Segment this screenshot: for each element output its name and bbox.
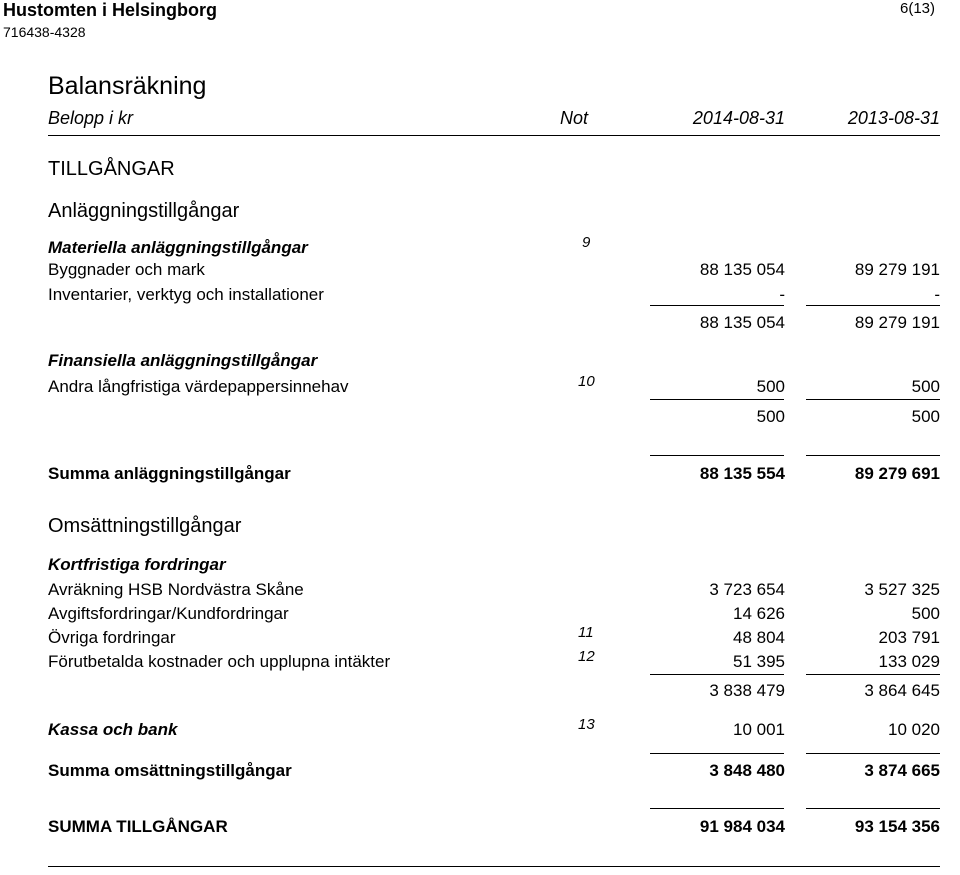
row-value-2014: 88 135 054 — [699, 313, 785, 332]
row-label: Inventarier, verktyg och installationer — [48, 285, 324, 304]
row-label: SUMMA TILLGÅNGAR — [48, 817, 228, 836]
row-kassa — [0, 716, 960, 742]
row-note: 10 — [578, 373, 595, 390]
column-header-note: Not — [560, 108, 589, 128]
row-ovriga — [0, 624, 960, 650]
row-byggnader — [0, 260, 960, 282]
section-anlaggning: Anläggningstillgångar — [48, 200, 240, 222]
row-avgifts — [0, 604, 960, 626]
row-inventarier — [0, 285, 960, 307]
sum-rule — [806, 455, 940, 456]
sum-rule — [650, 305, 784, 306]
row-value-2013: 500 — [911, 407, 940, 426]
row-label: Förutbetalda kostnader och upplupna intäkter — [48, 652, 391, 671]
row-label: Finansiella anläggningstillgångar — [48, 351, 318, 370]
row-label: Summa anläggningstillgångar — [48, 464, 291, 483]
sum-rule — [650, 455, 784, 456]
row-materiella-sum — [0, 313, 960, 335]
row-note: 11 — [578, 624, 594, 641]
row-summa-omsattning — [0, 761, 960, 783]
row-label: Byggnader och mark — [48, 260, 205, 279]
sum-rule — [806, 753, 940, 754]
row-value-2014: 91 984 034 — [699, 817, 785, 836]
row-note: 9 — [582, 234, 591, 251]
row-label: Kassa och bank — [48, 720, 178, 739]
row-label: Avräkning HSB Nordvästra Skåne — [48, 580, 304, 599]
sum-rule — [806, 674, 940, 675]
row-value-2014: 10 001 — [733, 720, 785, 739]
row-vardepapper — [0, 373, 960, 399]
row-finansiella — [0, 351, 960, 373]
bottom-rule — [48, 866, 940, 867]
row-value-2013: 500 — [911, 377, 940, 396]
row-note: 13 — [578, 716, 595, 733]
row-value-2014: 3 848 480 — [709, 761, 785, 780]
row-value-2014: 3 838 479 — [709, 681, 785, 700]
row-label: Materiella anläggningstillgångar — [48, 238, 308, 257]
row-summa-tillgangar — [0, 817, 960, 839]
row-value-2014: 500 — [756, 407, 785, 426]
row-value-2013: 93 154 356 — [854, 817, 940, 836]
row-value-2013: 89 279 191 — [854, 313, 940, 332]
org-number: 716438-4328 — [3, 24, 86, 40]
row-value-2013: 500 — [911, 604, 940, 623]
row-forutbetalda — [0, 648, 960, 674]
column-header-2013: 2013-08-31 — [847, 108, 940, 128]
row-summa-anlaggning — [0, 464, 960, 486]
sum-rule — [806, 399, 940, 400]
section-tillgangar: TILLGÅNGAR — [48, 158, 175, 180]
sum-rule — [650, 753, 784, 754]
page-title: Balansräkning — [48, 72, 207, 100]
row-value-2013: - — [934, 285, 940, 304]
row-value-2014: 51 395 — [733, 652, 785, 671]
row-finansiella-sum — [0, 407, 960, 429]
header-rule — [48, 135, 940, 136]
row-value-2013: 3 527 325 — [864, 580, 940, 599]
row-materiella — [0, 234, 960, 260]
row-value-2014: 14 626 — [733, 604, 785, 623]
row-value-2014: - — [779, 285, 785, 304]
row-value-2014: 88 135 054 — [699, 260, 785, 279]
column-header-2014: 2014-08-31 — [692, 108, 785, 128]
org-name: Hustomten i Helsingborg — [3, 0, 218, 20]
row-kortfristiga-sum — [0, 681, 960, 703]
row-avrakning — [0, 580, 960, 602]
row-value-2014: 500 — [756, 377, 785, 396]
row-label: Kortfristiga fordringar — [48, 555, 226, 574]
sum-rule — [806, 305, 940, 306]
section-omsattning: Omsättningstillgångar — [48, 515, 242, 537]
row-value-2013: 133 029 — [878, 652, 940, 671]
row-note: 12 — [578, 648, 595, 665]
row-value-2013: 3 874 665 — [864, 761, 940, 780]
row-value-2013: 3 864 645 — [864, 681, 940, 700]
row-label: Summa omsättningstillgångar — [48, 761, 292, 780]
row-value-2014: 3 723 654 — [709, 580, 785, 599]
row-value-2013: 89 279 191 — [854, 260, 940, 279]
row-value-2014: 88 135 554 — [699, 464, 785, 483]
row-value-2013: 10 020 — [888, 720, 940, 739]
page-number: 6(13) — [900, 0, 936, 17]
row-value-2014: 48 804 — [733, 628, 785, 647]
column-header-label: Belopp i kr — [48, 108, 134, 128]
sum-rule — [650, 674, 784, 675]
row-value-2013: 89 279 691 — [854, 464, 940, 483]
row-label: Övriga fordringar — [48, 628, 176, 647]
sum-rule — [806, 808, 940, 809]
sum-rule — [650, 808, 784, 809]
row-label: Andra långfristiga värdepappersinnehav — [48, 377, 349, 396]
sum-rule — [650, 399, 784, 400]
row-value-2013: 203 791 — [878, 628, 940, 647]
row-kortfristiga — [0, 555, 960, 577]
row-label: Avgiftsfordringar/Kundfordringar — [48, 604, 289, 623]
